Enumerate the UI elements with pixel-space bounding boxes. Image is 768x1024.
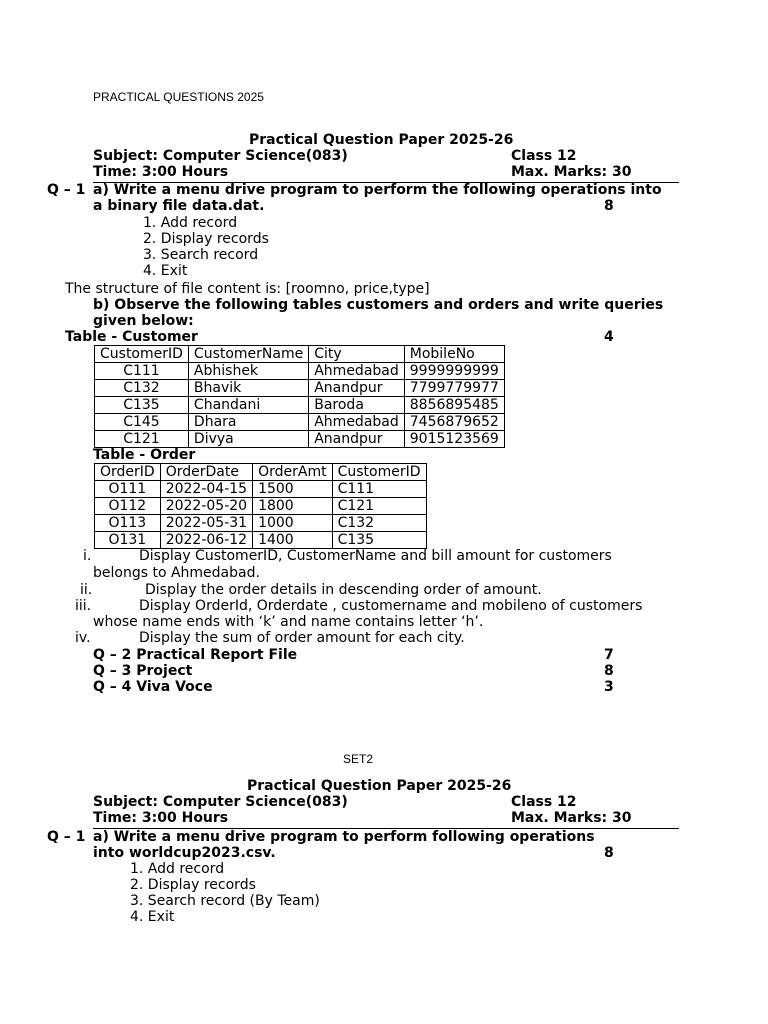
set1-q1-label: Q – 1 xyxy=(47,182,86,198)
table-header-cell: CustomerID xyxy=(95,346,189,363)
set2-title: Practical Question Paper 2025-26 xyxy=(247,778,512,794)
table-row xyxy=(95,363,505,380)
set2-class: Class 12 xyxy=(511,794,577,810)
query-text: Display CustomerID, CustomerName and bill amount for customers xyxy=(139,548,612,564)
set2-max-marks: Max. Marks: 30 xyxy=(511,810,632,826)
table-row xyxy=(95,414,505,431)
table-cell: C135 xyxy=(95,397,189,414)
table-cell: 1800 xyxy=(253,498,333,515)
table-cell: C121 xyxy=(95,431,189,448)
table-header-cell: MobileNo xyxy=(404,346,504,363)
table-header-cell: CustomerName xyxy=(188,346,308,363)
set1-q1b-line2: given below: xyxy=(93,313,194,329)
question-marks: 8 xyxy=(604,663,614,679)
table-cell: 2022-05-20 xyxy=(160,498,252,515)
set1-title: Practical Question Paper 2025-26 xyxy=(249,132,514,148)
table-cell: 1000 xyxy=(253,515,333,532)
set2-q1a-marks: 8 xyxy=(604,845,614,861)
table-cell: O112 xyxy=(95,498,161,515)
table-cell: C135 xyxy=(332,532,426,549)
table-cell: C132 xyxy=(95,380,189,397)
table-cell: 2022-06-12 xyxy=(160,532,252,549)
order-table xyxy=(94,463,427,549)
table-cell: Chandani xyxy=(188,397,308,414)
set1-structure: The structure of file content is: [roomno, price,type] xyxy=(65,281,430,297)
query-number: iv. xyxy=(75,630,91,646)
query-text: belongs to Ahmedabad. xyxy=(93,565,260,581)
set1-q1a-marks: 8 xyxy=(604,198,614,214)
table-cell: Baroda xyxy=(309,397,405,414)
set2-q1a-line1: a) Write a menu drive program to perform following operations xyxy=(93,829,595,845)
table-row xyxy=(95,532,427,549)
table-cell: Divya xyxy=(188,431,308,448)
table-cell: 1400 xyxy=(253,532,333,549)
table-row xyxy=(95,397,505,414)
set1-max-marks: Max. Marks: 30 xyxy=(511,164,632,180)
table-cell: C121 xyxy=(332,498,426,515)
set2-menu-item: 1. Add record xyxy=(130,861,225,877)
table-header-cell: OrderDate xyxy=(160,464,252,481)
set2-label: SET2 xyxy=(343,752,374,766)
table-cell: Anandpur xyxy=(309,431,405,448)
set1-menu-item: 1. Add record xyxy=(143,215,238,231)
question-label: Q – 2 Practical Report File xyxy=(93,647,298,663)
table-row xyxy=(95,380,505,397)
set1-time: Time: 3:00 Hours xyxy=(93,164,229,180)
table-cell: 2022-05-31 xyxy=(160,515,252,532)
set2-time: Time: 3:00 Hours xyxy=(93,810,229,826)
table-cell: 7799779977 xyxy=(404,380,504,397)
set2-subject: Subject: Computer Science(083) xyxy=(93,794,348,810)
table-row xyxy=(95,515,427,532)
set2-q1-label: Q – 1 xyxy=(47,829,86,845)
table-cell: 7456879652 xyxy=(404,414,504,431)
table-cell: C111 xyxy=(95,363,189,380)
set1-q1a-line1: a) Write a menu drive program to perform the following operations into xyxy=(93,182,662,198)
table-header-row xyxy=(95,464,427,481)
order-table-title: Table - Order xyxy=(93,447,196,463)
table-header-row xyxy=(95,346,505,363)
query-number: ii. xyxy=(80,582,93,598)
query-number: iii. xyxy=(75,598,92,614)
query-number: i. xyxy=(83,548,92,564)
table-cell: C145 xyxy=(95,414,189,431)
table-row xyxy=(95,431,505,448)
table-header-cell: CustomerID xyxy=(332,464,426,481)
customer-table xyxy=(94,345,505,448)
question-marks: 3 xyxy=(604,679,614,695)
query-text: Display the order details in descending order of amount. xyxy=(145,582,542,598)
table-cell: O113 xyxy=(95,515,161,532)
table-header-cell: OrderAmt xyxy=(253,464,333,481)
set2-menu-item: 3. Search record (By Team) xyxy=(130,893,320,909)
table-cell: O131 xyxy=(95,532,161,549)
table-header-cell: OrderID xyxy=(95,464,161,481)
question-label: Q – 4 Viva Voce xyxy=(93,679,213,695)
set1-q1b-marks: 4 xyxy=(604,329,614,345)
table-cell: Ahmedabad xyxy=(309,414,405,431)
table-header-cell: City xyxy=(309,346,405,363)
table-cell: Anandpur xyxy=(309,380,405,397)
set2-q1a-line2: into worldcup2023.csv. xyxy=(93,845,276,861)
page-header: PRACTICAL QUESTIONS 2025 xyxy=(93,90,264,104)
table-cell: 9999999999 xyxy=(404,363,504,380)
query-text: Display the sum of order amount for each city. xyxy=(139,630,465,646)
set1-q1b-line1: b) Observe the following tables customers and orders and write queries xyxy=(93,297,664,313)
table-cell: 2022-04-15 xyxy=(160,481,252,498)
question-marks: 7 xyxy=(604,647,614,663)
table-cell: O111 xyxy=(95,481,161,498)
table-row xyxy=(95,481,427,498)
question-label: Q – 3 Project xyxy=(93,663,193,679)
table-cell: Abhishek xyxy=(188,363,308,380)
query-text: whose name ends with ‘k’ and name contains letter ‘h’. xyxy=(93,614,484,630)
set1-menu-item: 3. Search record xyxy=(143,247,259,263)
set1-menu-item: 4. Exit xyxy=(143,263,188,279)
table-cell: C111 xyxy=(332,481,426,498)
set1-q1a-line2: a binary file data.dat. xyxy=(93,198,265,214)
table-cell: 1500 xyxy=(253,481,333,498)
table-cell: 8856895485 xyxy=(404,397,504,414)
table-cell: Ahmedabad xyxy=(309,363,405,380)
table-row xyxy=(95,498,427,515)
table-cell: Bhavik xyxy=(188,380,308,397)
query-text: Display OrderId, Orderdate , customername and mobileno of customers xyxy=(139,598,643,614)
set2-menu-item: 4. Exit xyxy=(130,909,175,925)
table-cell: C132 xyxy=(332,515,426,532)
table-cell: Dhara xyxy=(188,414,308,431)
set2-menu-item: 2. Display records xyxy=(130,877,256,893)
set1-menu-item: 2. Display records xyxy=(143,231,269,247)
table-cell: 9015123569 xyxy=(404,431,504,448)
set1-subject: Subject: Computer Science(083) xyxy=(93,148,348,164)
customer-table-title: Table - Customer xyxy=(65,329,198,345)
set1-class: Class 12 xyxy=(511,148,577,164)
